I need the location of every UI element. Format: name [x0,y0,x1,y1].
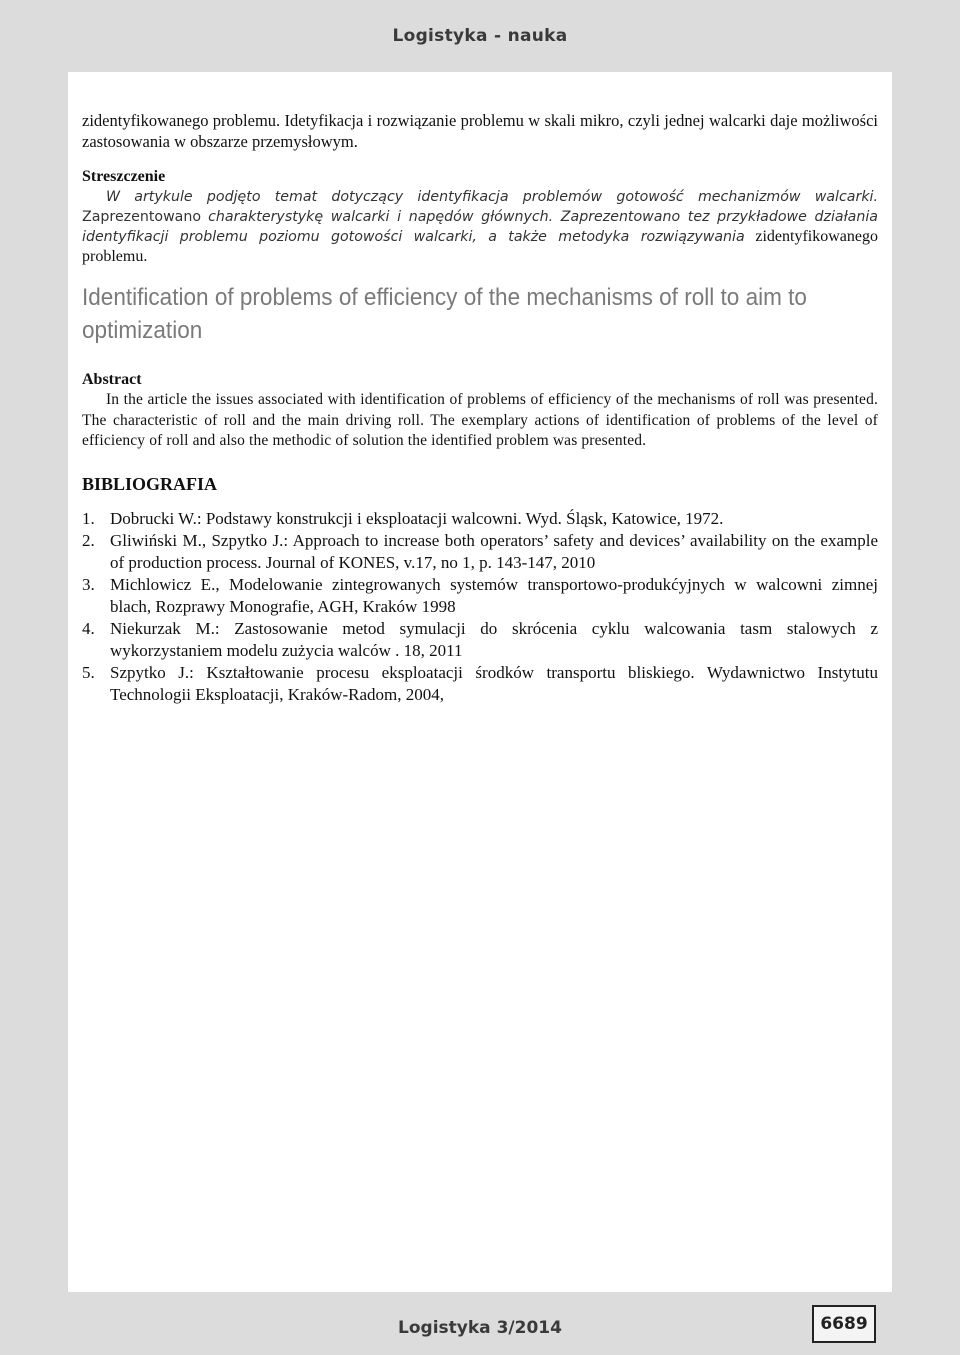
page-sheet [68,72,892,1292]
intro-paragraph: zidentyfikowanego problemu. Idetyfikacja i rozwiązanie problemu w skali mikro, czyli jednej walcarki daje możliwości zastosowania w obszarze przemysłowym. [82,111,878,151]
streszczenie-paragraph [82,187,878,267]
bibliography-item [82,574,878,618]
english-title: Identification of problems of efficiency of the mechanisms of roll to aim to optimization [82,284,807,344]
bibliography-item-number: 4. [82,618,95,638]
abstract-text: In the article the issues associated with identification of problems of efficiency of the mechanisms of roll was presented. The characteristic of roll and the main driving roll. The exemplary actions of identification of problems of the level of efficiency of roll and also the methodic of solution the identified problem was presented. [82,391,878,449]
running-footer: Logistyka 3/2014 [398,1318,562,1338]
streszczenie-seg2: Zaprezentowano [82,209,202,225]
bibliography-item-text: Gliwiński M., Szpytko J.: Approach to increase both operators’ safety and devices’ availability on the example of production process. Journal of KONES, v.17, no 1, p. 143-147, 2010 [110,530,878,572]
bibliography-item-number: 3. [82,574,95,594]
bibliography-item-text: Niekurzak M.: Zastosowanie metod symulacji do skrócenia cyklu walcowania tasm stalowych z wykorzystaniem modelu zużycia walców . 18, 2011 [110,618,878,660]
running-header: Logistyka - nauka [392,26,568,46]
streszczenie-seg1: W artykule podjęto temat dotyczący identyfikacja problemów gotowość mechanizmów walcarki. [106,189,878,205]
streszczenie-seg4: zidentyfikowanego [755,228,878,245]
bibliography-item-text: Szpytko J.: Kształtowanie procesu eksploatacji środków transportu bliskiego. Wydawnictwo Instytutu Technologii Eksploatacji, Kraków-Radom, 2004, [110,662,878,704]
bibliography-item-number: 1. [82,508,95,528]
streszczenie-heading: Streszczenie [82,168,166,185]
bibliography-item-number: 5. [82,662,95,682]
bibliography-item [82,662,878,706]
bibliography-item [82,618,878,662]
bibliography-item-text: Michlowicz E., Modelowanie zintegrowanych systemów transportowo-produkćyjnych w walcowni zimnej blach, Rozprawy Monografie, AGH, Kraków 1998 [110,574,878,616]
bibliography-item-number: 2. [82,530,95,550]
page-number-box: 6689 [812,1305,876,1343]
bibliography-heading: BIBLIOGRAFIA [82,473,218,494]
page-content [82,110,878,706]
abstract-paragraph [82,390,878,452]
streszczenie-seg5: problemu. [82,248,148,265]
bibliography-item [82,508,878,530]
bibliography-item [82,530,878,574]
bibliography-item-text: Dobrucki W.: Podstawy konstrukcji i eksploatacji walcowni. Wyd. Śląsk, Katowice, 1972. [110,508,724,528]
abstract-heading: Abstract [82,371,142,388]
streszczenie-seg3: charakterystykę walcarki i napędów głównych. Zaprezentowano tez przykładowe działania identyfikacji problemu poziomu gotowości walcarki, a także metodyka rozwiązywania [82,209,878,245]
bibliography-list [82,508,878,706]
